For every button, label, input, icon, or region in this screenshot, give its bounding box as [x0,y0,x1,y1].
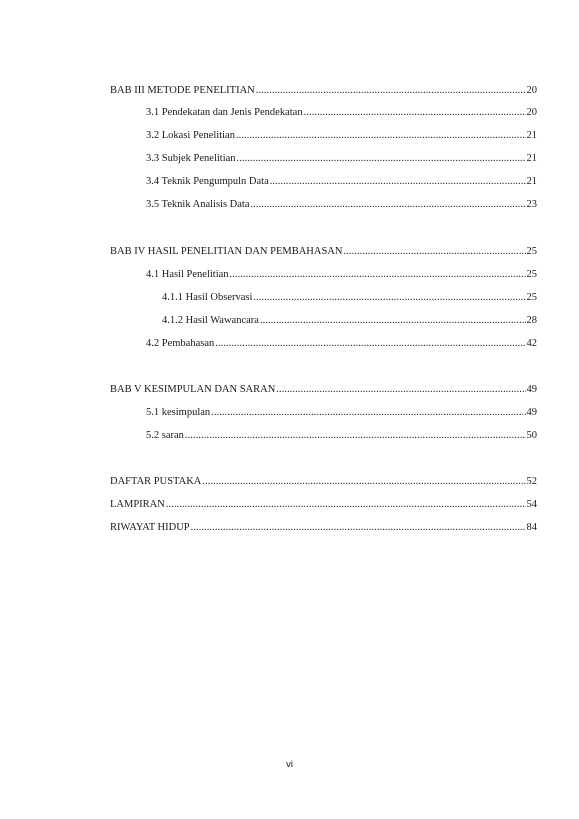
toc-entry-page: 21 [526,176,537,187]
toc-entry-page: 50 [526,430,537,441]
toc-entry-3-3 [146,152,537,165]
page-number: vi [286,759,293,770]
toc-entry-label: 3.2 Lokasi Penelitian [146,130,235,141]
dot-leader [270,175,526,188]
toc-entry-5-1 [146,406,537,419]
toc-entry-page: 49 [526,407,537,418]
dot-leader [236,129,526,142]
toc-entry-label: 4.1.1 Hasil Observasi [162,292,253,303]
toc-entry-4-1 [146,268,537,281]
dot-leader [253,291,525,304]
dot-leader [256,84,526,97]
toc-entry-4-2 [146,337,537,350]
toc-entry-3-4 [146,175,537,188]
toc-entry-label: 4.2 Pembahasan [146,338,215,349]
toc-entry-label: 5.1 kesimpulan [146,407,211,418]
toc-entry-3-5 [146,198,537,211]
toc-entry-lampiran [110,498,537,511]
toc-entry-page: 20 [526,85,537,96]
toc-entry-5-2 [146,429,537,442]
toc-entry-label: 3.3 Subjek Penelitian [146,153,236,164]
toc-entry-label: 4.1 Hasil Penelitian [146,269,229,280]
dot-leader [211,406,525,419]
toc-entry-page: 25 [526,246,537,257]
toc-entry-label: RIWAYAT HIDUP [110,522,190,533]
toc-entry-label: BAB IV HASIL PENELITIAN DAN PEMBAHASAN [110,246,343,257]
toc-entry-page: 42 [526,338,537,349]
dot-leader [276,383,525,396]
toc-entry-bab-4 [110,245,537,258]
toc-entry-label: BAB V KESIMPULAN DAN SARAN [110,384,276,395]
toc-entry-3-1 [146,106,537,119]
dot-leader [237,152,526,165]
toc-entry-page: 52 [526,476,537,487]
dot-leader [166,498,526,511]
dot-leader [260,314,526,327]
dot-leader [304,106,526,119]
dot-leader [185,429,526,442]
toc-entry-4-1-2 [162,314,537,327]
dot-leader [215,337,525,350]
toc-entry-page: 54 [526,499,537,510]
toc-entry-label: DAFTAR PUSTAKA [110,476,202,487]
toc-entry-page: 25 [526,292,537,303]
toc-entry-bab-5 [110,383,537,396]
toc-entry-bab-3 [110,84,537,97]
toc-entry-page: 20 [526,107,537,118]
toc-entry-riwayat-hidup [110,521,537,534]
toc-entry-daftar-pustaka [110,475,537,488]
toc-entry-page: 21 [526,153,537,164]
dot-leader [230,268,526,281]
dot-leader [202,475,525,488]
toc-entry-label: BAB III METODE PENELITIAN [110,85,255,96]
toc-entry-page: 84 [526,522,537,533]
toc-entry-page: 23 [526,199,537,210]
toc-entry-label: 5.2 saran [146,430,184,441]
dot-leader [343,245,525,258]
dot-leader [191,521,526,534]
toc-entry-label: 3.5 Teknik Analisis Data [146,199,250,210]
toc-entry-4-1-1 [162,291,537,304]
toc-entry-page: 21 [526,130,537,141]
toc-entry-label: 3.1 Pendekatan dan Jenis Pendekatan [146,107,303,118]
dot-leader [250,198,525,211]
toc-entry-label: 3.4 Teknik Pengumpuln Data [146,176,269,187]
toc-entry-page: 28 [526,315,537,326]
toc-entry-3-2 [146,129,537,142]
toc-entry-label: LAMPIRAN [110,499,165,510]
toc-entry-page: 49 [526,384,537,395]
toc-entry-page: 25 [526,269,537,280]
toc-entry-label: 4.1.2 Hasil Wawancara [162,315,259,326]
